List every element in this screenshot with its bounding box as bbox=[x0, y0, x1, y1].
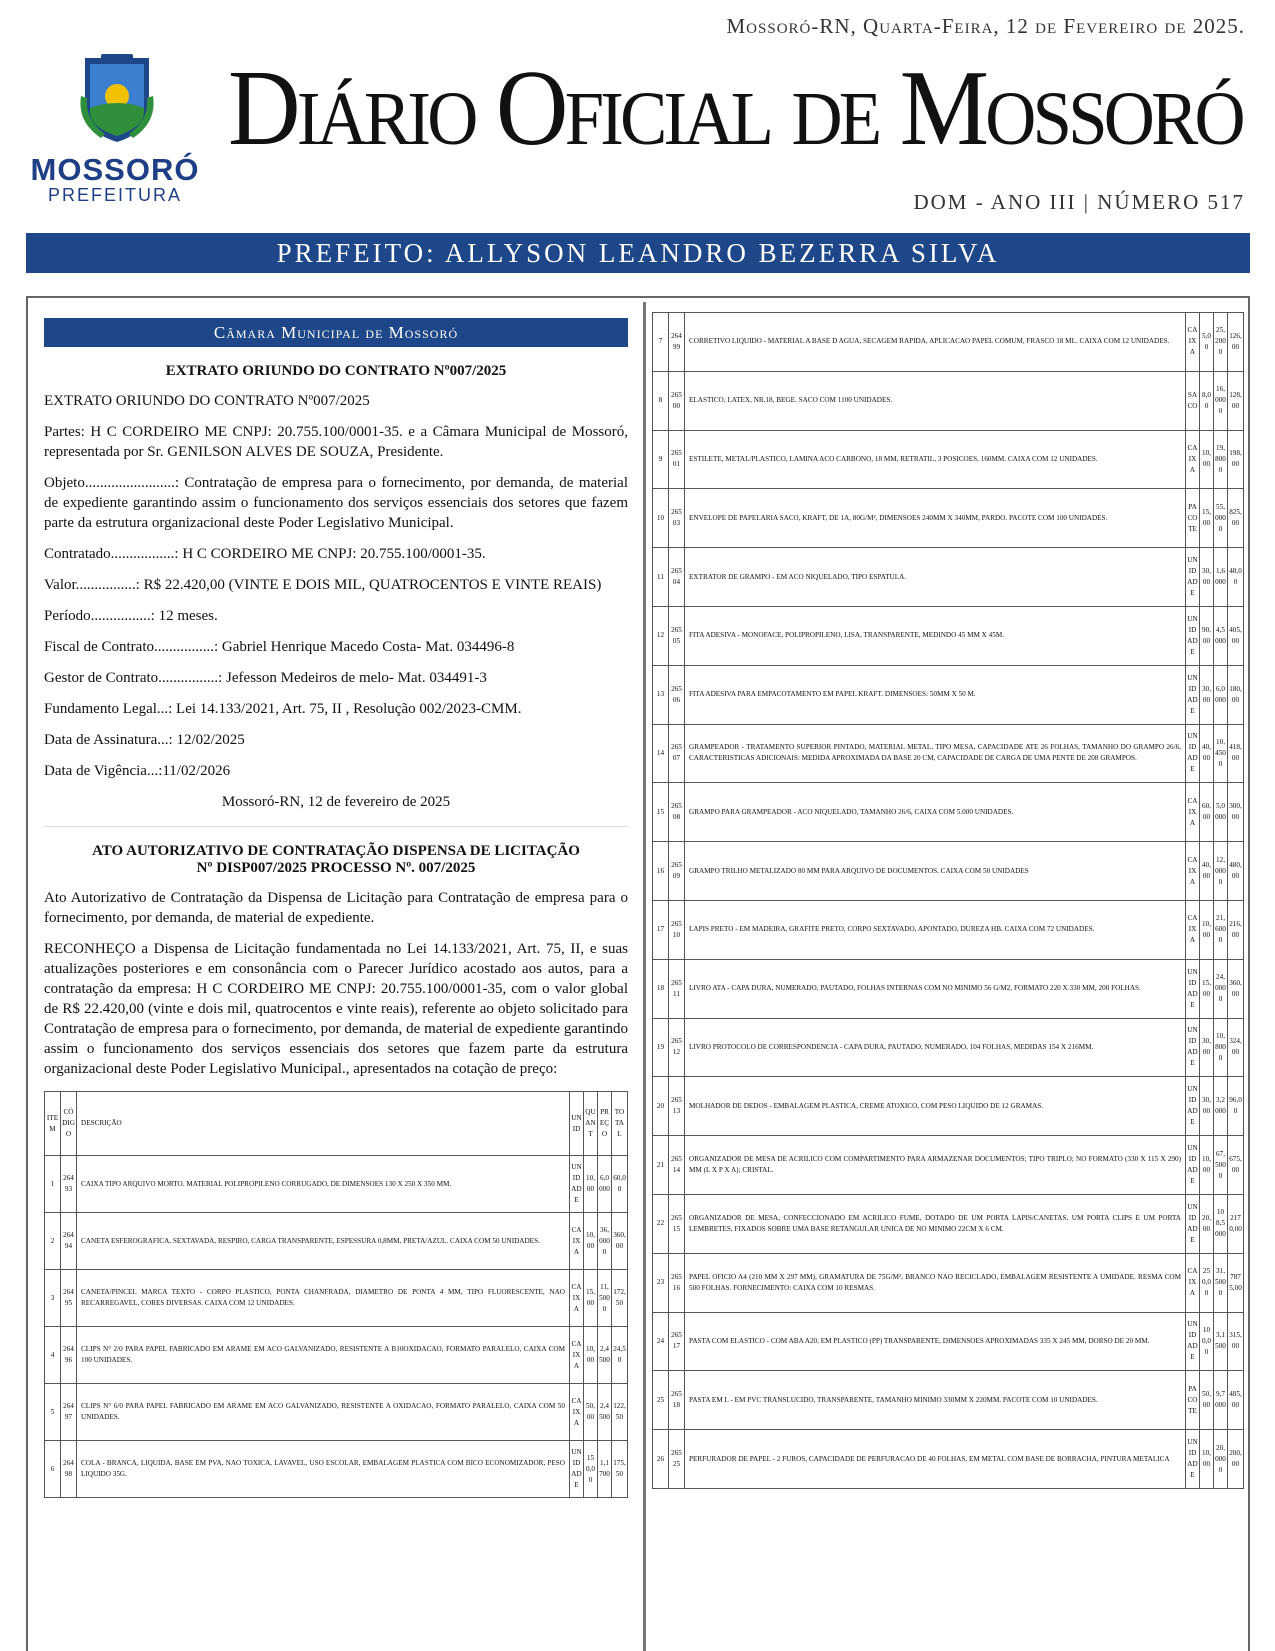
table-cell-total: 360,00 bbox=[612, 1213, 628, 1270]
table-cell-desc: ELASTICO, LATEX, NR.18, BEGE. SACO COM 1100 UNIDADES. bbox=[685, 371, 1186, 430]
column-divider bbox=[643, 302, 646, 1651]
table-cell-qty: 15,00 bbox=[584, 1270, 598, 1327]
table-cell-item: 7 bbox=[653, 313, 669, 372]
table-cell-item: 13 bbox=[653, 665, 669, 724]
table-header-cell: CÓDIGO bbox=[61, 1092, 77, 1156]
table-cell-code: 26494 bbox=[61, 1213, 77, 1270]
table-row bbox=[653, 606, 1244, 665]
table-cell-desc: LIVRO PROTOCOLO DE CORRESPONDENCIA - CAPA DURA, PAUTADO, NUMERADO, 104 FOLHAS, MEDIDAS 154 X 216MM. bbox=[685, 1018, 1186, 1077]
table-cell-code: 26496 bbox=[61, 1327, 77, 1384]
table-cell-total: 122,50 bbox=[612, 1384, 628, 1441]
table-cell-unit: UNIDADE bbox=[1186, 724, 1200, 783]
table-cell-desc: FITA ADESIVA - MONOFACE, POLIPROPILENO, LISA, TRANSPARENTE, MEDINDO 45 MM X 45M. bbox=[685, 606, 1186, 665]
ato-heading-line2: Nº DISP007/2025 PROCESSO Nº. 007/2025 bbox=[196, 860, 476, 876]
table-cell-desc: FITA ADESIVA PARA EMPACOTAMENTO EM PAPEL KRAFT. DIMENSOES: 50MM X 50 M. bbox=[685, 665, 1186, 724]
table-cell-total: 128,00 bbox=[1228, 371, 1244, 430]
table-cell-desc: ENVELOPE DE PAPELARIA SACO, KRAFT, DE 1A, 80G/M², DIMENSOES 240MM X 340MM, PARDO. PACOTE COM 100 UNIDADES. bbox=[685, 489, 1186, 548]
table-cell-qty: 50,00 bbox=[584, 1384, 598, 1441]
ato-body bbox=[44, 888, 628, 1079]
table-cell-price: 6,0000 bbox=[1214, 665, 1228, 724]
extrato-paragraph: Contratado.................: H C CORDEIRO ME CNPJ: 20.755.100/0001-35. bbox=[44, 546, 486, 562]
table-cell-total: 24,50 bbox=[612, 1327, 628, 1384]
table-cell-price: 10,8000 bbox=[1214, 1018, 1228, 1077]
table-cell-item: 8 bbox=[653, 371, 669, 430]
table-cell-price: 2,4500 bbox=[598, 1327, 612, 1384]
table-cell-total: 825,00 bbox=[1228, 489, 1244, 548]
table-cell-desc: LIVRO ATA - CAPA DURA, NUMERADO, PAUTADO, FOLHAS INTERNAS COM NO MINIMO 56 G/M2, FORMATO 220 X 330 MM, 200 FOLHAS. bbox=[685, 959, 1186, 1018]
table-cell-total: 405,00 bbox=[1228, 606, 1244, 665]
table-cell-unit: UNIDADE bbox=[1186, 1136, 1200, 1195]
table-cell-desc: PAPEL OFICIO A4 (210 MM X 297 MM), GRAMATURA DE 75G/M², BRANCO NAO RECICLADO, EMBALAGEM RESISTENTE A UMIDADE. RESMA COM 500 FOLHAS. FORNECIMENTO: CAIXA COM 10 RESMAS. bbox=[685, 1253, 1186, 1312]
table-cell-code: 26513 bbox=[669, 1077, 685, 1136]
table-cell-desc: MOLHADOR DE DEDOS - EMBALAGEM PLASTICA, CREME ATOXICO, COM PESO LIQUIDO DE 12 GRAMAS. bbox=[685, 1077, 1186, 1136]
table-cell-code: 26508 bbox=[669, 783, 685, 842]
table-cell-qty: 10,00 bbox=[584, 1327, 598, 1384]
extrato-heading: EXTRATO ORIUNDO DO CONTRATO Nº007/2025 bbox=[165, 363, 507, 379]
table-row bbox=[653, 1018, 1244, 1077]
ato-paragraph: Ato Autorizativo de Contratação da Dispensa de Licitação para Contratação de empresa para o fornecimento, por demanda, de material de expediente. bbox=[44, 890, 628, 926]
table-cell-qty: 10,00 bbox=[1200, 900, 1214, 959]
table-cell-unit: UNIDADE bbox=[1186, 1312, 1200, 1371]
table-cell-code: 26501 bbox=[669, 430, 685, 489]
table-cell-unit: UNIDADE bbox=[1186, 1018, 1200, 1077]
table-row bbox=[45, 1441, 628, 1498]
table-cell-unit: UNIDADE bbox=[1186, 548, 1200, 607]
table-cell-item: 3 bbox=[45, 1270, 61, 1327]
table-cell-qty: 15,00 bbox=[1200, 959, 1214, 1018]
table-cell-code: 26515 bbox=[669, 1194, 685, 1253]
table-cell-unit: CAIXA bbox=[1186, 313, 1200, 372]
table-cell-total: 324,00 bbox=[1228, 1018, 1244, 1077]
table-cell-unit: UNIDADE bbox=[1186, 1194, 1200, 1253]
table-cell-price: 10,4500 bbox=[1214, 724, 1228, 783]
table-cell-total: 315,00 bbox=[1228, 1312, 1244, 1371]
extrato-paragraph: Objeto........................: Contratação de empresa para o fornecimento, por demanda, de material de expediente garantindo assim o funcionamento dos serviços essenciais dos setores que fazem parte da estrutura organizacional deste Poder Legislativo Municipal. bbox=[44, 475, 628, 531]
table-cell-price: 9,7000 bbox=[1214, 1371, 1228, 1430]
table-row bbox=[653, 371, 1244, 430]
table-cell-item: 11 bbox=[653, 548, 669, 607]
masthead-title: Diário Oficial de Mossoró bbox=[228, 49, 1242, 168]
table-cell-price: 36,0000 bbox=[598, 1213, 612, 1270]
table-cell-unit: UNIDADE bbox=[1186, 1077, 1200, 1136]
table-cell-item: 17 bbox=[653, 900, 669, 959]
table-cell-total: 2170,00 bbox=[1228, 1194, 1244, 1253]
table-row bbox=[653, 313, 1244, 372]
extrato-paragraph: Data de Vigência...:11/02/2026 bbox=[44, 763, 231, 779]
table-row bbox=[653, 489, 1244, 548]
table-cell-code: 26497 bbox=[61, 1384, 77, 1441]
table-row bbox=[45, 1270, 628, 1327]
table-cell-price: 19,8000 bbox=[1214, 430, 1228, 489]
table-cell-item: 4 bbox=[45, 1327, 61, 1384]
table-cell-code: 26510 bbox=[669, 900, 685, 959]
table-cell-qty: 15,00 bbox=[1200, 489, 1214, 548]
section-rule bbox=[44, 826, 628, 827]
table-cell-qty: 250,00 bbox=[1200, 1253, 1214, 1312]
table-row bbox=[653, 548, 1244, 607]
table-cell-total: 485,00 bbox=[1228, 1371, 1244, 1430]
table-cell-unit: CAIXA bbox=[570, 1270, 584, 1327]
table-cell-item: 2 bbox=[45, 1213, 61, 1270]
table-cell-desc: LAPIS PRETO - EM MADEIRA, GRAFITE PRETO, CORPO SEXTAVADO, APONTADO, DUREZA HB. CAIXA COM 72 UNIDADES. bbox=[685, 900, 1186, 959]
table-cell-code: 26525 bbox=[669, 1430, 685, 1489]
table-cell-total: 60,00 bbox=[612, 1156, 628, 1213]
table-cell-qty: 30,00 bbox=[1200, 1018, 1214, 1077]
table-cell-unit: CAIXA bbox=[1186, 1253, 1200, 1312]
section-banner: Câmara Municipal de Mossoró bbox=[44, 318, 628, 347]
table-row bbox=[45, 1156, 628, 1213]
table-row bbox=[653, 1077, 1244, 1136]
table-cell-price: 55,0000 bbox=[1214, 489, 1228, 548]
table-cell-item: 6 bbox=[45, 1441, 61, 1498]
table-cell-qty: 30,00 bbox=[1200, 548, 1214, 607]
table-cell-price: 24,0000 bbox=[1214, 959, 1228, 1018]
table-cell-code: 26500 bbox=[669, 371, 685, 430]
table-cell-item: 5 bbox=[45, 1384, 61, 1441]
table-cell-total: 175,50 bbox=[612, 1441, 628, 1498]
table-row bbox=[653, 724, 1244, 783]
table-cell-item: 14 bbox=[653, 724, 669, 783]
table-cell-qty: 30,00 bbox=[1200, 665, 1214, 724]
price-table-left bbox=[44, 1091, 628, 1498]
table-cell-code: 26518 bbox=[669, 1371, 685, 1430]
table-cell-unit: CAIXA bbox=[570, 1384, 584, 1441]
table-header-cell: QUANT bbox=[584, 1092, 598, 1156]
table-cell-desc: GRAMPO TRILHO METALIZADO 80 MM PARA ARQUIVO DE DOCUMENTOS. CAIXA COM 50 UNIDADES bbox=[685, 842, 1186, 901]
table-row bbox=[45, 1384, 628, 1441]
table-cell-unit: UNIDADE bbox=[1186, 959, 1200, 1018]
table-cell-unit: CAIXA bbox=[1186, 842, 1200, 901]
table-cell-qty: 10,00 bbox=[584, 1213, 598, 1270]
table-cell-price: 16,0000 bbox=[1214, 371, 1228, 430]
table-cell-qty: 30,00 bbox=[1200, 1077, 1214, 1136]
table-cell-qty: 100,00 bbox=[1200, 1312, 1214, 1371]
table-cell-item: 21 bbox=[653, 1136, 669, 1195]
table-cell-code: 26499 bbox=[669, 313, 685, 372]
table-row bbox=[653, 1371, 1244, 1430]
table-cell-desc: ESTILETE, METAL/PLASTICO, LAMINA ACO CARBONO, 18 MM, RETRATIL, 3 POSICOES, 160MM. CAIXA COM 12 UNIDADES. bbox=[685, 430, 1186, 489]
table-cell-unit: UNIDADE bbox=[1186, 606, 1200, 665]
table-header-cell: PREÇO bbox=[598, 1092, 612, 1156]
table-header-cell: UNID bbox=[570, 1092, 584, 1156]
table-cell-qty: 10,00 bbox=[1200, 1430, 1214, 1489]
table-cell-code: 26511 bbox=[669, 959, 685, 1018]
table-cell-desc: CLIPS N° 2/0 PARA PAPEL FABRICADO EM ARAME EM ACO GALVANIZADO, RESISTENTE A B10OXIDACAO, FORMATO PARALELO, CAIXA COM 100 UNIDADES. bbox=[77, 1327, 570, 1384]
table-cell-total: 180,00 bbox=[1228, 665, 1244, 724]
table-cell-code: 26505 bbox=[669, 606, 685, 665]
table-row bbox=[653, 1312, 1244, 1371]
table-cell-price: 1,1700 bbox=[598, 1441, 612, 1498]
extrato-body bbox=[44, 391, 628, 781]
extrato-paragraph: Valor................: R$ 22.420,00 (VINTE E DOIS MIL, QUATROCENTOS E VINTE REAIS) bbox=[44, 577, 602, 593]
table-cell-item: 9 bbox=[653, 430, 669, 489]
table-cell-qty: 10,00 bbox=[1200, 1136, 1214, 1195]
table-cell-total: 300,00 bbox=[1228, 783, 1244, 842]
left-column bbox=[44, 318, 628, 1498]
table-header-cell: TOTAL bbox=[612, 1092, 628, 1156]
table-cell-price: 5,0000 bbox=[1214, 783, 1228, 842]
extrato-paragraph: Fundamento Legal...: Lei 14.133/2021, Art. 75, II , Resolução 002/2023-CMM. bbox=[44, 701, 522, 717]
extrato-paragraph: Partes: H C CORDEIRO ME CNPJ: 20.755.100/0001-35. e a Câmara Municipal de Mossoró, representada por Sr. GENILSON ALVES DE SOUZA, Presidente. bbox=[44, 424, 628, 460]
table-cell-item: 22 bbox=[653, 1194, 669, 1253]
table-row bbox=[653, 959, 1244, 1018]
table-cell-price: 21,6000 bbox=[1214, 900, 1228, 959]
table-cell-total: 200,00 bbox=[1228, 1430, 1244, 1489]
table-cell-price: 2,4500 bbox=[598, 1384, 612, 1441]
table-cell-item: 10 bbox=[653, 489, 669, 548]
table-cell-code: 26493 bbox=[61, 1156, 77, 1213]
table-cell-desc: CLIPS N° 6/0 PARA PAPEL FABRICADO EM ARAME EM ACO GALVANIZADO, RESISTENTE A OXIDACAO, FORMATO PARALELO, CAIXA COM 50 UNIDADES. bbox=[77, 1384, 570, 1441]
ato-heading bbox=[44, 843, 628, 877]
table-cell-unit: CAIXA bbox=[1186, 430, 1200, 489]
table-row bbox=[653, 1194, 1244, 1253]
extrato-paragraph: Gestor de Contrato................: Jefesson Medeiros de melo- Mat. 034491-3 bbox=[44, 670, 487, 686]
table-cell-item: 19 bbox=[653, 1018, 669, 1077]
table-row bbox=[45, 1213, 628, 1270]
table-cell-price: 108,5000 bbox=[1214, 1194, 1228, 1253]
table-cell-qty: 50,00 bbox=[1200, 1371, 1214, 1430]
table-row bbox=[653, 783, 1244, 842]
table-cell-price: 3,2000 bbox=[1214, 1077, 1228, 1136]
extrato-paragraph: Período................: 12 meses. bbox=[44, 608, 218, 624]
table-cell-total: 360,00 bbox=[1228, 959, 1244, 1018]
logo-name: MOSSORÓ bbox=[30, 152, 200, 187]
table-row bbox=[653, 900, 1244, 959]
table-cell-code: 26503 bbox=[669, 489, 685, 548]
table-cell-item: 20 bbox=[653, 1077, 669, 1136]
table-cell-unit: UNIDADE bbox=[570, 1441, 584, 1498]
table-cell-desc: CANETA ESFEROGRAFICA, SEXTAVADA, RESPIRO, CARGA TRANSPARENTE, ESPESSURA 0,8MM, PRETA/AZUL. CAIXA COM 50 UNIDADES. bbox=[77, 1213, 570, 1270]
table-cell-code: 26507 bbox=[669, 724, 685, 783]
table-cell-total: 198,00 bbox=[1228, 430, 1244, 489]
table-row bbox=[653, 665, 1244, 724]
table-cell-desc: PASTA COM ELASTICO - COM ABA A20, EM PLASTICO (PP) TRANSPARENTE, DIMENSOES APROXIMADAS 335 X 245 MM, DORSO DE 20 MM. bbox=[685, 1312, 1186, 1371]
table-cell-unit: PACOTE bbox=[1186, 489, 1200, 548]
table-row bbox=[653, 1136, 1244, 1195]
table-cell-desc: COLA - BRANCA, LIQUIDA, BASE EM PVA, NAO TOXICA, LAVAVEL, USO ESCOLAR, EMBALAGEM PLASTICA COM BICO ECONOMIZADOR, PESO LIQUIDO 35G. bbox=[77, 1441, 570, 1498]
extrato-paragraph: EXTRATO ORIUNDO DO CONTRATO Nº007/2025 bbox=[44, 393, 370, 409]
prefeitura-logo bbox=[24, 52, 206, 208]
table-cell-code: 26517 bbox=[669, 1312, 685, 1371]
table-cell-item: 16 bbox=[653, 842, 669, 901]
mayor-banner: PREFEITO: ALLYSON LEANDRO BEZERRA SILVA bbox=[26, 233, 1250, 273]
table-cell-unit: SACO bbox=[1186, 371, 1200, 430]
table-row bbox=[653, 430, 1244, 489]
dateline: Mossoró-RN, Quarta-Feira, 12 de Fevereiro de 2025. bbox=[726, 14, 1245, 38]
table-cell-qty: 8,00 bbox=[1200, 371, 1214, 430]
table-cell-price: 6,0000 bbox=[598, 1156, 612, 1213]
table-cell-code: 26514 bbox=[669, 1136, 685, 1195]
table-cell-qty: 5,00 bbox=[1200, 313, 1214, 372]
table-cell-qty: 10,00 bbox=[1200, 430, 1214, 489]
table-cell-qty: 10,00 bbox=[584, 1156, 598, 1213]
table-cell-total: 48,00 bbox=[1228, 548, 1244, 607]
table-cell-item: 1 bbox=[45, 1156, 61, 1213]
ato-paragraph: RECONHEÇO a Dispensa de Licitação fundamentada no Lei 14.133/2021, Art. 75, II, e suas atualizações posteriores e em consonância com o Parecer Jurídico acostado aos autos, para a contratação da empresa: H C CORDEIRO ME CNPJ: 20.755.100/0001-35, com o valor global de R$ 22.420,00 (vinte e dois mil, quatrocentos e vinte reais), referente ao objeto solicitado para Contratação de empresa para o fornecimento, por demanda, de material de expediente garantindo assim o funcionamento dos serviços essenciais dos setores que fazem parte da estrutura organizacional deste Poder Legislativo Municipal., apresentados na cotação de preço: bbox=[44, 941, 628, 1077]
table-cell-total: 675,00 bbox=[1228, 1136, 1244, 1195]
table-cell-total: 418,00 bbox=[1228, 724, 1244, 783]
table-cell-price: 20,0000 bbox=[1214, 1430, 1228, 1489]
table-cell-code: 26506 bbox=[669, 665, 685, 724]
table-cell-qty: 90,00 bbox=[1200, 606, 1214, 665]
table-cell-unit: CAIXA bbox=[570, 1213, 584, 1270]
table-cell-unit: UNIDADE bbox=[1186, 1430, 1200, 1489]
table-cell-total: 172,50 bbox=[612, 1270, 628, 1327]
table-cell-total: 7875,00 bbox=[1228, 1253, 1244, 1312]
table-cell-qty: 150,00 bbox=[584, 1441, 598, 1498]
table-row bbox=[653, 842, 1244, 901]
table-cell-item: 24 bbox=[653, 1312, 669, 1371]
table-cell-desc: ORGANIZADOR DE MESA DE ACRILICO COM COMPARTIMENTO PARA ARMAZENAR DOCUMENTOS; TIPO TRIPLO; NO FORMATO (330 X 115 X 290) MM (L X P X A); CRISTAL. bbox=[685, 1136, 1186, 1195]
table-cell-price: 11,5000 bbox=[598, 1270, 612, 1327]
coat-of-arms-icon bbox=[79, 52, 155, 144]
extrato-signoff: Mossoró-RN, 12 de fevereiro de 2025 bbox=[221, 794, 451, 810]
table-cell-desc: CORRETIVO LIQUIDO - MATERIAL A BASE D AGUA, SECAGEM RAPIDA, APLICACAO PAPEL COMUM, FRASCO 18 ML. CAIXA COM 12 UNIDADES. bbox=[685, 313, 1186, 372]
table-cell-desc: GRAMPEADOR - TRATAMENTO SUPERIOR PINTADO, MATERIAL METAL, TIPO MESA, CAPACIDADE ATE 26 FOLHAS, TAMANHO DO GRAMPO 26/6, CARACTERISTICAS ADICIONAIS: MEDIDA APROXIMADA DA BASE 20 CM, CAPACIDADE DE CARGA DE UMA PENTE DE 208 GRAMPOS. bbox=[685, 724, 1186, 783]
extrato-paragraph: Fiscal de Contrato................: Gabriel Henrique Macedo Costa- Mat. 034496-8 bbox=[44, 639, 515, 655]
table-cell-desc: PASTA EM L - EM PVC TRANSLUCIDO, TRANSPARENTE, TAMANHO MINIMO 330MM X 220MM. PACOTE COM 10 UNIDADES. bbox=[685, 1371, 1186, 1430]
table-row bbox=[653, 1430, 1244, 1489]
table-cell-qty: 40,00 bbox=[1200, 724, 1214, 783]
logo-subtitle: PREFEITURA bbox=[47, 185, 182, 205]
table-cell-price: 1,6000 bbox=[1214, 548, 1228, 607]
table-cell-qty: 20,00 bbox=[1200, 1194, 1214, 1253]
table-cell-qty: 60,00 bbox=[1200, 783, 1214, 842]
table-cell-price: 4,5000 bbox=[1214, 606, 1228, 665]
table-cell-desc: PERFURADOR DE PAPEL - 2 FUROS, CAPACIDADE DE PERFURACAO DE 40 FOLHAS, EM METAL COM BASE DE BORRACHA, PINTURA METALICA bbox=[685, 1430, 1186, 1489]
table-row bbox=[45, 1327, 628, 1384]
table-cell-desc: EXTRATOR DE GRAMPO - EM ACO NIQUELADO, TIPO ESPATULA. bbox=[685, 548, 1186, 607]
table-cell-unit: UNIDADE bbox=[1186, 665, 1200, 724]
table-cell-desc: CAIXA TIPO ARQUIVO MORTO. MATERIAL POLIPROPILENO CORRUGADO, DE DIMENSOES 130 X 250 X 350 MM. bbox=[77, 1156, 570, 1213]
table-cell-unit: CAIXA bbox=[1186, 900, 1200, 959]
table-cell-total: 480,00 bbox=[1228, 842, 1244, 901]
table-cell-price: 25,2000 bbox=[1214, 313, 1228, 372]
table-cell-item: 26 bbox=[653, 1430, 669, 1489]
table-cell-total: 216,00 bbox=[1228, 900, 1244, 959]
table-cell-item: 25 bbox=[653, 1371, 669, 1430]
table-cell-price: 67,5000 bbox=[1214, 1136, 1228, 1195]
table-cell-item: 15 bbox=[653, 783, 669, 842]
table-cell-unit: CAIXA bbox=[1186, 783, 1200, 842]
table-cell-code: 26509 bbox=[669, 842, 685, 901]
table-cell-code: 26516 bbox=[669, 1253, 685, 1312]
table-cell-code: 26498 bbox=[61, 1441, 77, 1498]
table-cell-desc: GRAMPO PARA GRAMPEADOR - ACO NIQUELADO, TAMANHO 26/6, CAIXA COM 5.000 UNIDADES. bbox=[685, 783, 1186, 842]
table-header-cell: ITEM bbox=[45, 1092, 61, 1156]
table-cell-price: 3,1500 bbox=[1214, 1312, 1228, 1371]
table-cell-item: 12 bbox=[653, 606, 669, 665]
table-cell-item: 18 bbox=[653, 959, 669, 1018]
table-cell-item: 23 bbox=[653, 1253, 669, 1312]
table-cell-total: 126,00 bbox=[1228, 313, 1244, 372]
table-cell-unit: PACOTE bbox=[1186, 1371, 1200, 1430]
table-cell-desc: ORGANIZADOR DE MESA, CONFECCIONADO EM ACRILICO FUME, DOTADO DE UM PORTA LAPIS/CANETAS, UM PORTA CLIPS E UM PORTA LEMBRETES, FIXADOS SOBRE UMA BASE RETANGULAR UNICA DE NO MINIMO 22CM X 6 CM. bbox=[685, 1194, 1186, 1253]
table-cell-code: 26512 bbox=[669, 1018, 685, 1077]
table-cell-unit: CAIXA bbox=[570, 1327, 584, 1384]
table-cell-code: 26504 bbox=[669, 548, 685, 607]
ato-heading-line1: ATO AUTORIZATIVO DE CONTRATAÇÃO DISPENSA DE LICITAÇÃO bbox=[92, 843, 580, 859]
table-cell-price: 31,5000 bbox=[1214, 1253, 1228, 1312]
table-row bbox=[653, 1253, 1244, 1312]
table-cell-total: 96,00 bbox=[1228, 1077, 1244, 1136]
table-header-cell: DESCRIÇÃO bbox=[77, 1092, 570, 1156]
table-header-row bbox=[45, 1092, 628, 1156]
table-cell-price: 12,0000 bbox=[1214, 842, 1228, 901]
table-cell-unit: UNIDADE bbox=[570, 1156, 584, 1213]
price-table-right bbox=[652, 312, 1244, 1489]
edition-number: DOM - ANO III | NÚMERO 517 bbox=[913, 190, 1245, 214]
table-cell-qty: 40,00 bbox=[1200, 842, 1214, 901]
table-cell-desc: CANETA/PINCEL MARCA TEXTO - CORPO PLASTICO, PONTA CHANFRADA, DIAMETRO DE PONTA 4 MM, TIPO FLUORESCENTE, NAO RECARREGAVEL, CORES DIVERSAS. CAIXA COM 12 UNIDADES. bbox=[77, 1270, 570, 1327]
extrato-paragraph: Data de Assinatura...: 12/02/2025 bbox=[44, 732, 245, 748]
table-cell-code: 26495 bbox=[61, 1270, 77, 1327]
